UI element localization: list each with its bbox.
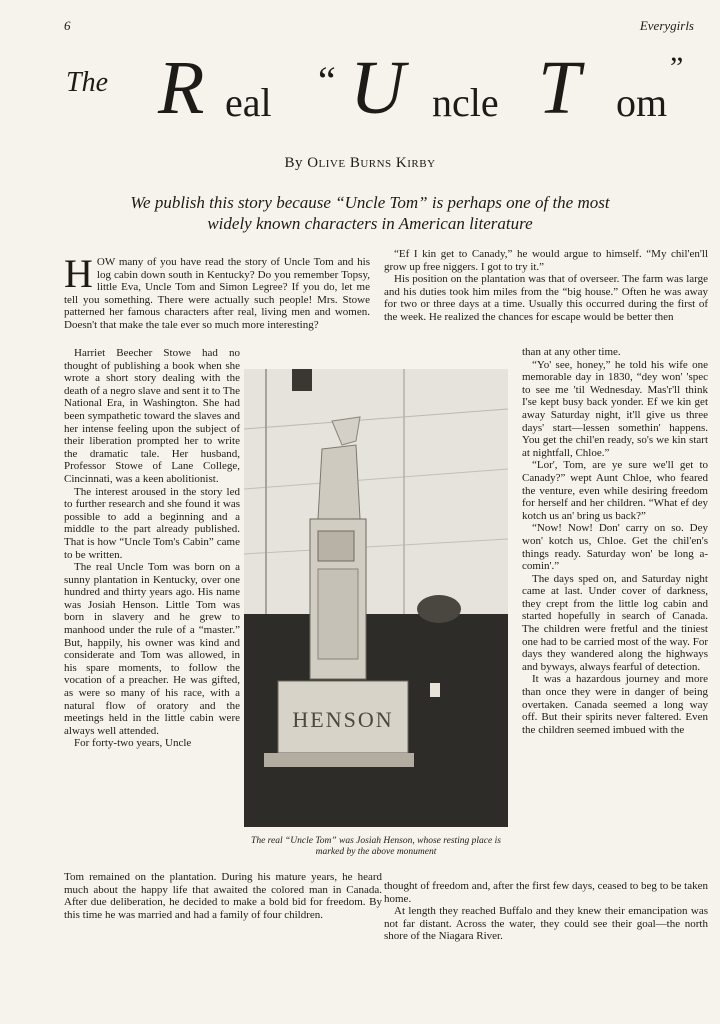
paragraph: The days sped on, and Saturday night came at last. Under cover of darkness, they crept from the little log cabin and started hopefully in search of Canada. The children were fretful and the tiniest one had to be carried most of the way. For days they wandered along the highways and byways, always fearful of detection. <box>522 572 708 673</box>
monument-inscription: HENSON <box>292 707 394 732</box>
right-column-bottom <box>384 880 708 943</box>
byline <box>0 155 720 172</box>
paragraph: “Ef I kin get to Canady,” he would argue to himself. “My chil'en'll grow up free niggers. I got to try it.” <box>384 248 708 273</box>
right-column-narrow <box>522 346 708 736</box>
paragraph: It was a hazardous journey and more than once they were in danger of being overtaken. Canada seemed a long way off. But their spirits never faltered. Even the children seemed imbued with the <box>522 673 708 736</box>
page-number: 6 <box>64 18 71 33</box>
title-real-rest: eal <box>225 80 272 125</box>
article-title <box>60 45 700 135</box>
paragraph: Harriet Beecher Stowe had no thought of publishing a book when she wrote a short story dealing with the death of a negro slave and sent it to The National Era, in Washington. She had been sympathetic toward the slaves and her intense feeling upon the subject of their liberation prompted her to write the dramatic tale. Her husband, Professor Stowe of Lane College, Cincinnati, was a keen abolitionist. <box>64 347 240 485</box>
article-deck: We publish this story because “Uncle Tom” is perhaps one of the most widely known characters in American literature <box>130 193 610 233</box>
title-the: The <box>66 67 108 98</box>
byline-by: By <box>284 155 308 171</box>
monument-photo <box>244 369 508 827</box>
paragraph: than at any other time. <box>522 346 621 358</box>
paragraph: “Lor', Tom, are ye sure we'll get to Canady?” wept Aunt Chloe, who feared the venture, even while desiring freedom for herself and her children. “What ef dey kotch us an' bring us back?” <box>522 459 708 522</box>
paragraph: “Now! Now! Don' carry on so. Dey won' kotch us, Chloe. Get the chil'en's things ready. Saturday won' be long a-comin'.” <box>522 522 708 573</box>
paragraph: The real Uncle Tom was born on a sunny plantation in Kentucky, over one hundred and thirty years ago. His name was Josiah Henson. Little Tom was born in slavery and he grew to manhood under the rule of a “master.” But, happily, his owner was kind and considerate and Tom was allowed, in his spare moments, to follow the vocation of a preacher. He was gifted, as were so many of his race, with a natural flow of oratory and the meetings held in the little cabin were always well attended. <box>64 561 240 737</box>
title-tom-rest: om <box>616 80 668 125</box>
monument-illustration <box>244 369 508 827</box>
photo-caption: The real “Uncle Tom” was Josiah Henson, whose resting place is marked by the above monument <box>251 836 501 857</box>
right-column-top <box>384 248 708 324</box>
paragraph: Tom remained on the plantation. During his mature years, he heard much about the happy life that awaited the colored man in Canada. After due deliberation, he decided to make a bold bid for freedom. By this time he was married and had a family of four children. <box>64 871 382 921</box>
paragraph: For forty-two years, Uncle <box>74 737 192 750</box>
left-column-intro <box>64 251 370 332</box>
paragraph: OW many of you have read the story of Uncle Tom and his log cabin down south in Kentucky? Do you remember Topsy, little Eva, Uncle Tom and Simon Legree? If you do, let me tell you something. There were actually such people! Mrs. Stowe patterned her famous characters after real, living men and women. Doesn't that make the tale ever so much more interesting? <box>64 256 370 331</box>
paragraph: His position on the plantation was that of overseer. The farm was large and his duties took him miles from the “big house.” Often he was away for two or three days at a time. Usually this occurred during the first of the week. He realized the chances for escape would be better then <box>384 273 708 323</box>
paragraph: The interest aroused in the story led to further research and she found it was possible to add a beginning and a middle to the part already published. That is how “Uncle Tom's Cabin” came to be written. <box>64 485 240 561</box>
left-column-narrow <box>64 347 240 750</box>
title-real-initial: R <box>158 46 203 130</box>
drop-cap: H <box>64 251 93 296</box>
title-tom-initial: T <box>538 46 581 130</box>
paragraph: At length they reached Buffalo and they knew their emancipation was not far distant. Across the water, they could see their goal—the north shore of the Niagara River. <box>384 905 708 943</box>
title-open-quote: “ <box>318 58 336 103</box>
byline-author: Olive Burns Kirby <box>307 155 436 171</box>
title-uncle-initial: U <box>350 46 405 130</box>
paragraph: thought of freedom and, after the first few days, ceased to beg to be taken home. <box>384 880 708 905</box>
title-uncle-rest: ncle <box>432 80 499 125</box>
running-head: Everygirls <box>639 18 694 33</box>
title-close-quote: ” <box>670 51 684 84</box>
paragraph: “Yo' see, honey,” he told his wife one memorable day in 1830, “dey won' 'spec to see me 'til Wednesday. Mas'r'll think I'se kept busy back yonder. Ef we kin get away Saturday night, it'll give us three days' start—lessen somethin' happens. You get the chil'en ready, so's we kin start at nightfall, Chloe.” <box>522 358 708 459</box>
left-column-bottom <box>64 871 382 921</box>
